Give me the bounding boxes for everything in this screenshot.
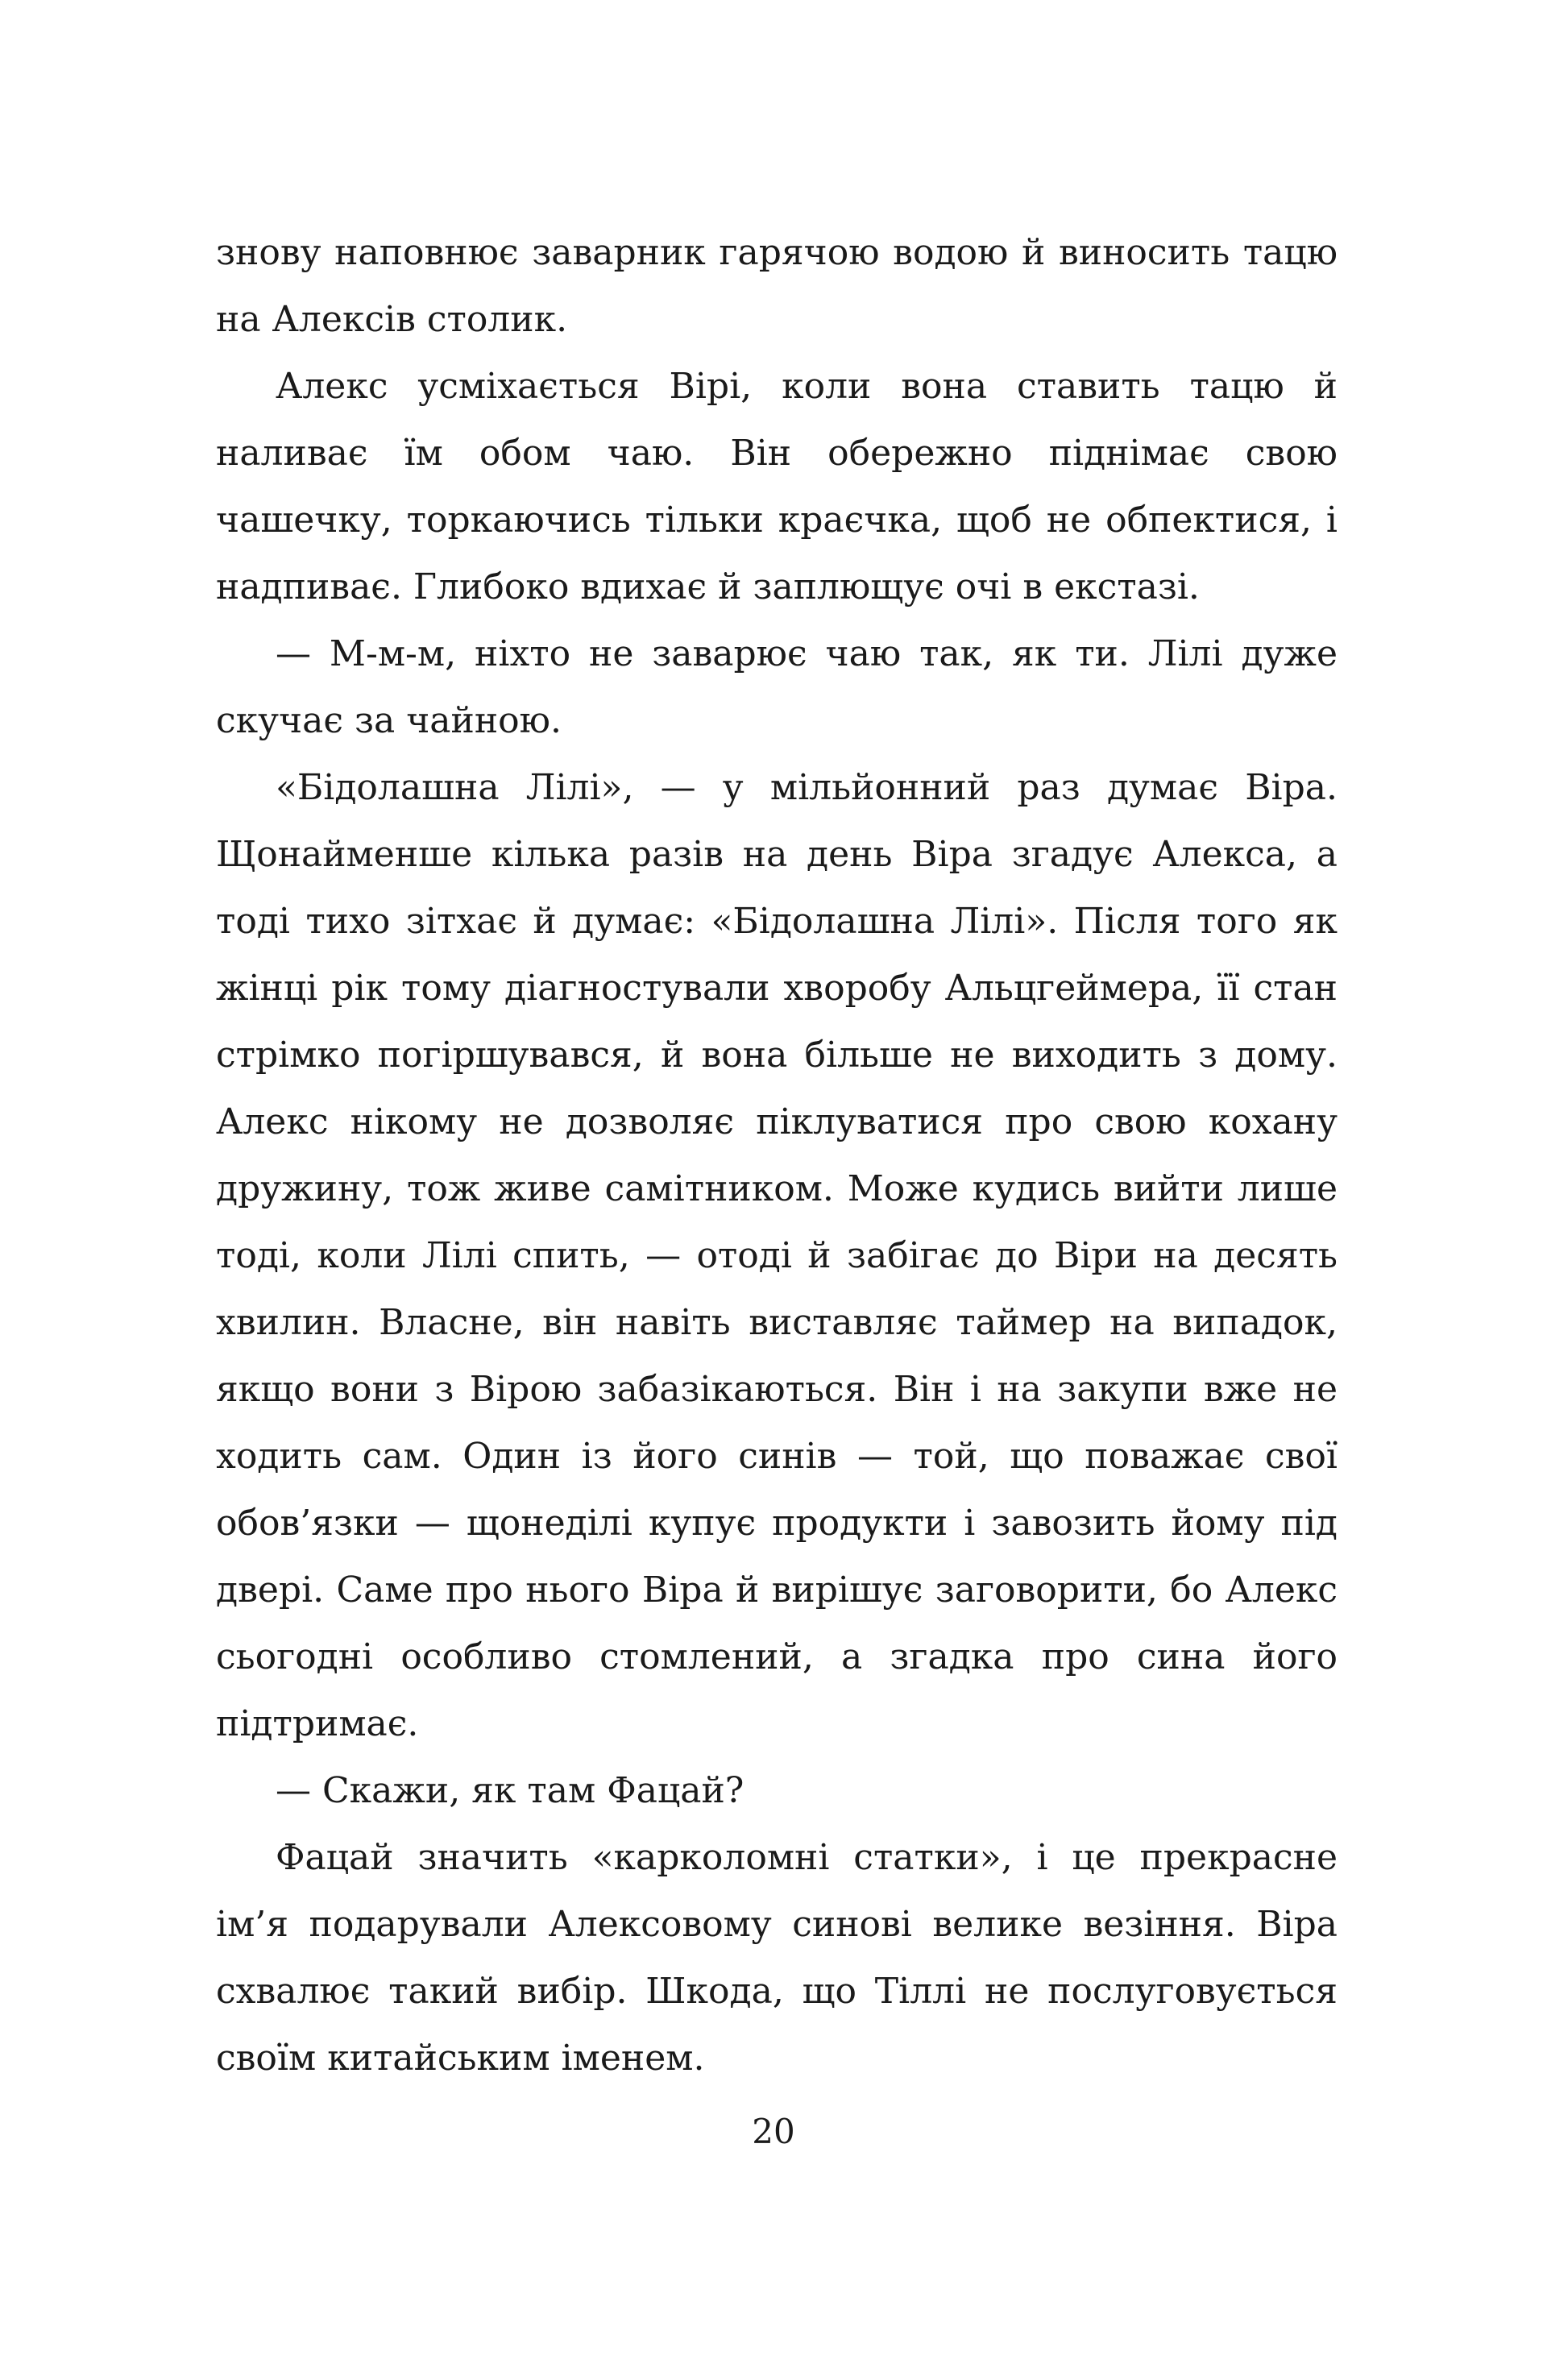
- paragraph: Фацай значить «карколомні статки», і це прекрасне ім’я подарували Алексовому синові велике везіння. Віра схвалює такий вибір. Шкода, що Тіллі не послуговується своїм китайським іменем.: [216, 1837, 1338, 2079]
- dialogue-line: — Скажи, як там Фацай?: [276, 1770, 744, 1811]
- dialogue-line: — М-м-м, ніхто не заварює чаю так, як ти. Лілі дуже скучає за чайною.: [216, 633, 1338, 741]
- paragraph: «Бідолашна Лілі», — у мільйонний раз думає Віра. Щонайменше кілька разів на день Віра згадує Алекса, а тоді тихо зітхає й думає: «Бідолашна Лілі». Після того як жінці рік тому діагностували хворобу Альцгеймера, її стан стрімко погіршувався, й вона більше не виходить з дому. Алекс нікому не дозволяє піклуватися про свою кохану дружину, тож живе самітником. Може кудись вийти лише тоді, коли Лілі спить, — отоді й забігає до Віри на десять хвилин. Власне, він навіть виставляє таймер на випадок, якщо вони з Вірою забазікаються. Він і на закупи вже не ходить сам. Один із його синів — той, що поважає свої обов’язки — щонеділі купує продукти і завозить йому під двері. Саме про нього Віра й вирішує заговорити, бо Алекс сьогодні особливо стомлений, а згадка про сина його підтримає.: [216, 767, 1338, 1744]
- page-number: 20: [752, 2112, 795, 2151]
- paragraph-continuation: знову наповнює заварник гарячою водою й виносить тацю на Алексів столик.: [216, 232, 1338, 340]
- paragraph: Алекс усміхається Вірі, коли вона ставить тацю й наливає їм обом чаю. Він обережно піднімає свою чашечку, торкаючись тільки краєчка, щоб не обпектися, і надпиває. Глибоко вдихає й заплющує очі в екстазі.: [216, 366, 1338, 607]
- body-text: [216, 219, 1338, 2092]
